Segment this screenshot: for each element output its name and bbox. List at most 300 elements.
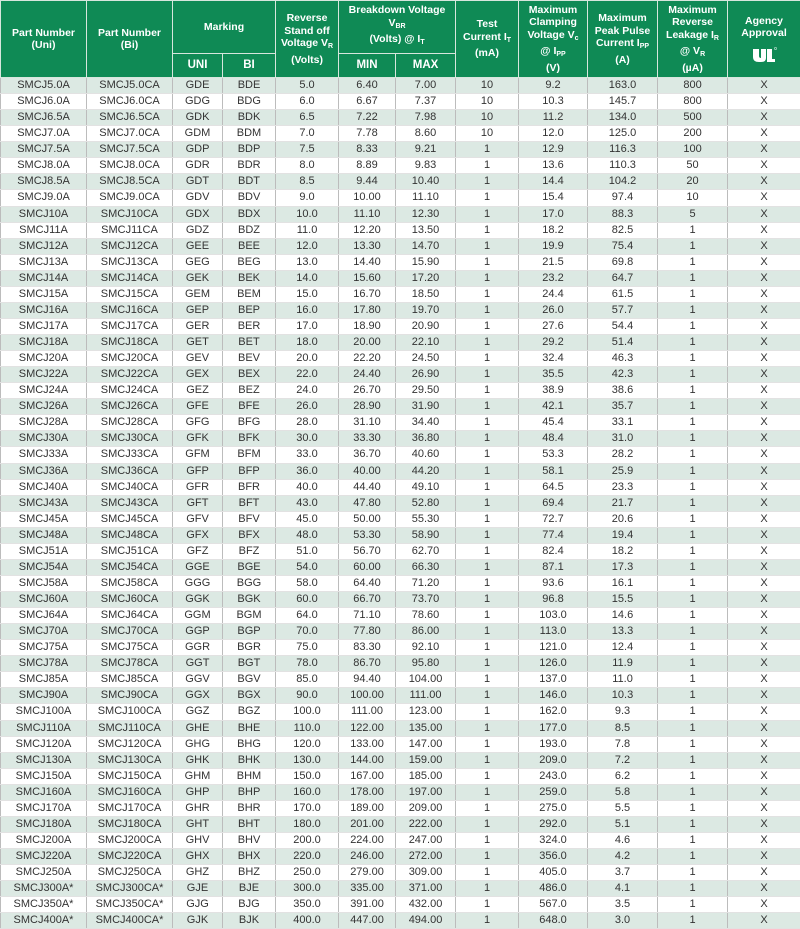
cell-standoff-voltage: 30.0 [276, 431, 339, 447]
header-agency-approval [728, 1, 800, 78]
cell-agency-approval: X [728, 736, 800, 752]
cell-standoff-voltage: 8.5 [276, 174, 339, 190]
cell-reverse-leakage: 1 [658, 736, 728, 752]
cell-clamping-voltage: 12.9 [519, 142, 588, 158]
cell-breakdown-min: 7.22 [339, 110, 396, 126]
cell-part-number-uni: SMCJ58A [1, 575, 87, 591]
cell-part-number-bi: SMCJ6.0CA [87, 94, 173, 110]
cell-breakdown-max: 13.50 [396, 222, 456, 238]
table-row [1, 158, 800, 174]
cell-peak-pulse-current: 69.8 [588, 254, 658, 270]
cell-clamping-voltage: 103.0 [519, 608, 588, 624]
cell-marking-uni: GDT [173, 174, 223, 190]
cell-reverse-leakage: 1 [658, 495, 728, 511]
cell-marking-bi: BFX [223, 527, 276, 543]
cell-part-number-bi: SMCJ6.5CA [87, 110, 173, 126]
cell-standoff-voltage: 16.0 [276, 302, 339, 318]
cell-peak-pulse-current: 8.5 [588, 720, 658, 736]
cell-peak-pulse-current: 11.9 [588, 656, 658, 672]
cell-marking-uni: GDK [173, 110, 223, 126]
cell-part-number-bi: SMCJ70CA [87, 624, 173, 640]
cell-standoff-voltage: 120.0 [276, 736, 339, 752]
cell-marking-uni: GEG [173, 254, 223, 270]
cell-reverse-leakage: 1 [658, 479, 728, 495]
cell-peak-pulse-current: 23.3 [588, 479, 658, 495]
cell-clamping-voltage: 292.0 [519, 816, 588, 832]
cell-peak-pulse-current: 12.4 [588, 640, 658, 656]
cell-standoff-voltage: 10.0 [276, 206, 339, 222]
cell-reverse-leakage: 1 [658, 511, 728, 527]
cell-marking-bi: BEK [223, 270, 276, 286]
cell-test-current: 1 [456, 158, 519, 174]
cell-part-number-uni: SMCJ78A [1, 656, 87, 672]
cell-breakdown-min: 7.78 [339, 126, 396, 142]
cell-breakdown-min: 14.40 [339, 254, 396, 270]
cell-marking-bi: BGR [223, 640, 276, 656]
cell-agency-approval: X [728, 592, 800, 608]
cell-reverse-leakage: 1 [658, 720, 728, 736]
cell-breakdown-min: 224.00 [339, 832, 396, 848]
cell-part-number-bi: SMCJ110CA [87, 720, 173, 736]
cell-marking-uni: GJE [173, 881, 223, 897]
cell-clamping-voltage: 648.0 [519, 913, 588, 929]
cell-marking-bi: BER [223, 318, 276, 334]
cell-marking-bi: BHE [223, 720, 276, 736]
cell-clamping-voltage: 87.1 [519, 559, 588, 575]
cell-standoff-voltage: 11.0 [276, 222, 339, 238]
cell-peak-pulse-current: 5.8 [588, 784, 658, 800]
table-row [1, 720, 800, 736]
cell-clamping-voltage: 53.3 [519, 447, 588, 463]
cell-clamping-voltage: 137.0 [519, 672, 588, 688]
cell-reverse-leakage: 1 [658, 286, 728, 302]
cell-part-number-uni: SMCJ28A [1, 415, 87, 431]
cell-marking-bi: BHP [223, 784, 276, 800]
cell-part-number-bi: SMCJ51CA [87, 543, 173, 559]
cell-part-number-bi: SMCJ14CA [87, 270, 173, 286]
cell-breakdown-min: 6.67 [339, 94, 396, 110]
cell-test-current: 1 [456, 624, 519, 640]
header-reverse-standoff-voltage [276, 1, 339, 78]
cell-reverse-leakage: 1 [658, 302, 728, 318]
cell-marking-uni: GDE [173, 78, 223, 94]
cell-test-current: 1 [456, 367, 519, 383]
cell-test-current: 10 [456, 110, 519, 126]
table-row [1, 383, 800, 399]
cell-clamping-voltage: 567.0 [519, 897, 588, 913]
cell-part-number-bi: SMCJ9.0CA [87, 190, 173, 206]
table-row [1, 367, 800, 383]
cell-part-number-bi: SMCJ300CA* [87, 881, 173, 897]
cell-marking-bi: BHG [223, 736, 276, 752]
cell-breakdown-max: 104.00 [396, 672, 456, 688]
cell-part-number-bi: SMCJ45CA [87, 511, 173, 527]
cell-reverse-leakage: 1 [658, 592, 728, 608]
cell-peak-pulse-current: 51.4 [588, 335, 658, 351]
cell-reverse-leakage: 1 [658, 656, 728, 672]
cell-part-number-bi: SMCJ48CA [87, 527, 173, 543]
cell-part-number-bi: SMCJ85CA [87, 672, 173, 688]
cell-part-number-uni: SMCJ51A [1, 543, 87, 559]
cell-peak-pulse-current: 16.1 [588, 575, 658, 591]
cell-marking-uni: GFZ [173, 543, 223, 559]
table-row [1, 302, 800, 318]
cell-part-number-uni: SMCJ8.0A [1, 158, 87, 174]
cell-part-number-uni: SMCJ6.5A [1, 110, 87, 126]
cell-breakdown-min: 71.10 [339, 608, 396, 624]
header-it-unit: (mA) [475, 47, 499, 59]
cell-peak-pulse-current: 17.3 [588, 559, 658, 575]
cell-standoff-voltage: 90.0 [276, 688, 339, 704]
cell-reverse-leakage: 1 [658, 367, 728, 383]
cell-part-number-uni: SMCJ45A [1, 511, 87, 527]
cell-test-current: 1 [456, 351, 519, 367]
cell-standoff-voltage: 64.0 [276, 608, 339, 624]
cell-breakdown-min: 83.30 [339, 640, 396, 656]
cell-standoff-voltage: 70.0 [276, 624, 339, 640]
cell-test-current: 1 [456, 865, 519, 881]
cell-part-number-bi: SMCJ22CA [87, 367, 173, 383]
table-row [1, 800, 800, 816]
table-row [1, 881, 800, 897]
header-vbr-max: MAX [396, 54, 456, 78]
cell-standoff-voltage: 28.0 [276, 415, 339, 431]
cell-breakdown-max: 147.00 [396, 736, 456, 752]
cell-test-current: 1 [456, 254, 519, 270]
cell-reverse-leakage: 100 [658, 142, 728, 158]
cell-breakdown-max: 159.00 [396, 752, 456, 768]
cell-test-current: 1 [456, 640, 519, 656]
cell-part-number-uni: SMCJ5.0A [1, 78, 87, 94]
cell-part-number-bi: SMCJ11CA [87, 222, 173, 238]
cell-marking-bi: BDT [223, 174, 276, 190]
cell-marking-bi: BFZ [223, 543, 276, 559]
cell-marking-bi: BET [223, 335, 276, 351]
cell-agency-approval: X [728, 206, 800, 222]
cell-standoff-voltage: 5.0 [276, 78, 339, 94]
cell-part-number-uni: SMCJ300A* [1, 881, 87, 897]
cell-part-number-bi: SMCJ30CA [87, 431, 173, 447]
header-ir-sub: R [714, 35, 719, 42]
cell-test-current: 1 [456, 142, 519, 158]
cell-marking-bi: BFK [223, 431, 276, 447]
cell-breakdown-max: 7.00 [396, 78, 456, 94]
header-ir-unit: (µA) [682, 62, 703, 74]
table-row [1, 575, 800, 591]
cell-clamping-voltage: 45.4 [519, 415, 588, 431]
cell-marking-uni: GHV [173, 832, 223, 848]
cell-breakdown-min: 178.00 [339, 784, 396, 800]
cell-marking-uni: GHG [173, 736, 223, 752]
cell-clamping-voltage: 32.4 [519, 351, 588, 367]
cell-agency-approval: X [728, 768, 800, 784]
cell-peak-pulse-current: 4.6 [588, 832, 658, 848]
cell-test-current: 1 [456, 768, 519, 784]
header-it-sub: T [507, 37, 511, 44]
table-row [1, 254, 800, 270]
header-vc-label: Maximum Clamping Voltage V [528, 4, 578, 41]
table-row [1, 190, 800, 206]
cell-marking-uni: GDP [173, 142, 223, 158]
cell-part-number-uni: SMCJ48A [1, 527, 87, 543]
cell-test-current: 1 [456, 222, 519, 238]
header-vbr-sub: BR [395, 23, 405, 30]
cell-agency-approval: X [728, 270, 800, 286]
table-row [1, 559, 800, 575]
cell-part-number-bi: SMCJ15CA [87, 286, 173, 302]
cell-peak-pulse-current: 7.8 [588, 736, 658, 752]
cell-standoff-voltage: 180.0 [276, 816, 339, 832]
cell-test-current: 1 [456, 849, 519, 865]
cell-peak-pulse-current: 125.0 [588, 126, 658, 142]
cell-part-number-uni: SMCJ30A [1, 431, 87, 447]
cell-clamping-voltage: 121.0 [519, 640, 588, 656]
cell-breakdown-min: 24.40 [339, 367, 396, 383]
cell-marking-bi: BEE [223, 238, 276, 254]
cell-marking-uni: GEX [173, 367, 223, 383]
cell-clamping-voltage: 19.9 [519, 238, 588, 254]
cell-peak-pulse-current: 46.3 [588, 351, 658, 367]
cell-reverse-leakage: 1 [658, 447, 728, 463]
cell-breakdown-min: 246.00 [339, 849, 396, 865]
cell-peak-pulse-current: 116.3 [588, 142, 658, 158]
cell-marking-uni: GEK [173, 270, 223, 286]
cell-test-current: 1 [456, 206, 519, 222]
cell-marking-bi: BJG [223, 897, 276, 913]
cell-breakdown-min: 31.10 [339, 415, 396, 431]
cell-standoff-voltage: 20.0 [276, 351, 339, 367]
cell-part-number-bi: SMCJ17CA [87, 318, 173, 334]
cell-agency-approval: X [728, 849, 800, 865]
cell-peak-pulse-current: 33.1 [588, 415, 658, 431]
cell-marking-uni: GGR [173, 640, 223, 656]
cell-part-number-uni: SMCJ6.0A [1, 94, 87, 110]
header-vc-sub: c [575, 35, 579, 42]
header-test-current [456, 1, 519, 78]
cell-reverse-leakage: 1 [658, 318, 728, 334]
cell-test-current: 1 [456, 415, 519, 431]
cell-marking-uni: GFG [173, 415, 223, 431]
cell-clamping-voltage: 21.5 [519, 254, 588, 270]
cell-breakdown-min: 8.89 [339, 158, 396, 174]
cell-part-number-uni: SMCJ400A* [1, 913, 87, 929]
cell-clamping-voltage: 9.2 [519, 78, 588, 94]
cell-marking-uni: GGP [173, 624, 223, 640]
cell-marking-uni: GHK [173, 752, 223, 768]
cell-clamping-voltage: 243.0 [519, 768, 588, 784]
cell-marking-uni: GFT [173, 495, 223, 511]
cell-breakdown-min: 144.00 [339, 752, 396, 768]
cell-marking-uni: GEM [173, 286, 223, 302]
header-ipp-sub: PP [640, 43, 649, 50]
cell-reverse-leakage: 1 [658, 527, 728, 543]
cell-breakdown-max: 49.10 [396, 479, 456, 495]
cell-breakdown-min: 391.00 [339, 897, 396, 913]
cell-part-number-uni: SMCJ15A [1, 286, 87, 302]
cell-test-current: 1 [456, 190, 519, 206]
cell-agency-approval: X [728, 543, 800, 559]
cell-part-number-uni: SMCJ9.0A [1, 190, 87, 206]
cell-breakdown-min: 122.00 [339, 720, 396, 736]
cell-breakdown-max: 55.30 [396, 511, 456, 527]
cell-marking-bi: BDZ [223, 222, 276, 238]
cell-part-number-uni: SMCJ11A [1, 222, 87, 238]
table-row [1, 399, 800, 415]
cell-clamping-voltage: 48.4 [519, 431, 588, 447]
header-vbr-min: MIN [339, 54, 396, 78]
cell-reverse-leakage: 1 [658, 238, 728, 254]
cell-test-current: 1 [456, 511, 519, 527]
cell-peak-pulse-current: 82.5 [588, 222, 658, 238]
cell-peak-pulse-current: 10.3 [588, 688, 658, 704]
cell-standoff-voltage: 160.0 [276, 784, 339, 800]
cell-marking-uni: GEP [173, 302, 223, 318]
cell-agency-approval: X [728, 335, 800, 351]
cell-agency-approval: X [728, 704, 800, 720]
cell-marking-uni: GHP [173, 784, 223, 800]
table-row [1, 816, 800, 832]
cell-reverse-leakage: 1 [658, 897, 728, 913]
cell-marking-bi: BEG [223, 254, 276, 270]
cell-marking-bi: BHR [223, 800, 276, 816]
table-row [1, 656, 800, 672]
cell-test-current: 1 [456, 527, 519, 543]
cell-reverse-leakage: 1 [658, 335, 728, 351]
cell-breakdown-min: 13.30 [339, 238, 396, 254]
cell-part-number-bi: SMCJ5.0CA [87, 78, 173, 94]
cell-marking-uni: GDR [173, 158, 223, 174]
cell-peak-pulse-current: 57.7 [588, 302, 658, 318]
cell-standoff-voltage: 75.0 [276, 640, 339, 656]
cell-peak-pulse-current: 42.3 [588, 367, 658, 383]
cell-test-current: 1 [456, 543, 519, 559]
cell-peak-pulse-current: 7.2 [588, 752, 658, 768]
cell-agency-approval: X [728, 190, 800, 206]
cell-peak-pulse-current: 38.6 [588, 383, 658, 399]
cell-breakdown-max: 12.30 [396, 206, 456, 222]
cell-marking-bi: BFM [223, 447, 276, 463]
cell-agency-approval: X [728, 511, 800, 527]
cell-marking-bi: BDE [223, 78, 276, 94]
cell-clamping-voltage: 162.0 [519, 704, 588, 720]
cell-part-number-uni: SMCJ250A [1, 865, 87, 881]
table-row [1, 865, 800, 881]
cell-marking-uni: GFE [173, 399, 223, 415]
cell-marking-bi: BFV [223, 511, 276, 527]
table-row [1, 270, 800, 286]
header-marking-bi: BI [223, 54, 276, 78]
cell-marking-bi: BHT [223, 816, 276, 832]
table-row [1, 608, 800, 624]
cell-marking-bi: BEM [223, 286, 276, 302]
cell-breakdown-max: 40.60 [396, 447, 456, 463]
header-it-label: Test Current I [463, 18, 507, 43]
cell-standoff-voltage: 350.0 [276, 897, 339, 913]
cell-breakdown-min: 18.90 [339, 318, 396, 334]
cell-breakdown-min: 94.40 [339, 672, 396, 688]
cell-standoff-voltage: 14.0 [276, 270, 339, 286]
cell-breakdown-min: 77.80 [339, 624, 396, 640]
cell-peak-pulse-current: 104.2 [588, 174, 658, 190]
cell-agency-approval: X [728, 415, 800, 431]
cell-breakdown-min: 20.00 [339, 335, 396, 351]
header-marking-uni: UNI [173, 54, 223, 78]
cell-part-number-uni: SMCJ40A [1, 479, 87, 495]
cell-breakdown-min: 201.00 [339, 816, 396, 832]
cell-part-number-bi: SMCJ170CA [87, 800, 173, 816]
cell-breakdown-min: 11.10 [339, 206, 396, 222]
cell-reverse-leakage: 20 [658, 174, 728, 190]
cell-part-number-uni: SMCJ100A [1, 704, 87, 720]
cell-test-current: 1 [456, 897, 519, 913]
cell-standoff-voltage: 8.0 [276, 158, 339, 174]
cell-peak-pulse-current: 134.0 [588, 110, 658, 126]
cell-part-number-uni: SMCJ26A [1, 399, 87, 415]
cell-breakdown-min: 279.00 [339, 865, 396, 881]
cell-test-current: 1 [456, 608, 519, 624]
cell-reverse-leakage: 5 [658, 206, 728, 222]
cell-test-current: 1 [456, 704, 519, 720]
cell-peak-pulse-current: 4.1 [588, 881, 658, 897]
cell-reverse-leakage: 1 [658, 881, 728, 897]
table-row [1, 832, 800, 848]
header-vbr-line2-sub: T [420, 39, 424, 46]
cell-reverse-leakage: 1 [658, 672, 728, 688]
cell-marking-uni: GHE [173, 720, 223, 736]
cell-standoff-voltage: 43.0 [276, 495, 339, 511]
header-agency-label: Agency Approval [741, 15, 787, 40]
cell-part-number-bi: SMCJ10CA [87, 206, 173, 222]
cell-breakdown-min: 86.70 [339, 656, 396, 672]
cell-standoff-voltage: 7.5 [276, 142, 339, 158]
cell-breakdown-min: 26.70 [339, 383, 396, 399]
cell-clamping-voltage: 324.0 [519, 832, 588, 848]
cell-reverse-leakage: 1 [658, 543, 728, 559]
cell-clamping-voltage: 177.0 [519, 720, 588, 736]
header-ir-line2: @ V [680, 45, 700, 57]
cell-clamping-voltage: 42.1 [519, 399, 588, 415]
cell-clamping-voltage: 58.1 [519, 463, 588, 479]
cell-breakdown-max: 44.20 [396, 463, 456, 479]
cell-reverse-leakage: 1 [658, 399, 728, 415]
cell-test-current: 10 [456, 78, 519, 94]
cell-standoff-voltage: 85.0 [276, 672, 339, 688]
cell-agency-approval: X [728, 447, 800, 463]
cell-agency-approval: X [728, 238, 800, 254]
cell-part-number-uni: SMCJ70A [1, 624, 87, 640]
cell-standoff-voltage: 60.0 [276, 592, 339, 608]
cell-peak-pulse-current: 28.2 [588, 447, 658, 463]
cell-marking-uni: GGZ [173, 704, 223, 720]
cell-part-number-bi: SMCJ90CA [87, 688, 173, 704]
cell-reverse-leakage: 500 [658, 110, 728, 126]
cell-agency-approval: X [728, 158, 800, 174]
cell-reverse-leakage: 800 [658, 78, 728, 94]
cell-marking-uni: GHM [173, 768, 223, 784]
cell-part-number-uni: SMCJ110A [1, 720, 87, 736]
cell-agency-approval: X [728, 608, 800, 624]
cell-marking-uni: GHZ [173, 865, 223, 881]
cell-peak-pulse-current: 18.2 [588, 543, 658, 559]
header-ir-line2-sub: R [700, 51, 705, 58]
cell-part-number-bi: SMCJ7.0CA [87, 126, 173, 142]
table-row [1, 768, 800, 784]
cell-breakdown-min: 133.00 [339, 736, 396, 752]
cell-part-number-bi: SMCJ12CA [87, 238, 173, 254]
cell-standoff-voltage: 18.0 [276, 335, 339, 351]
cell-part-number-bi: SMCJ78CA [87, 656, 173, 672]
cell-part-number-uni: SMCJ7.0A [1, 126, 87, 142]
